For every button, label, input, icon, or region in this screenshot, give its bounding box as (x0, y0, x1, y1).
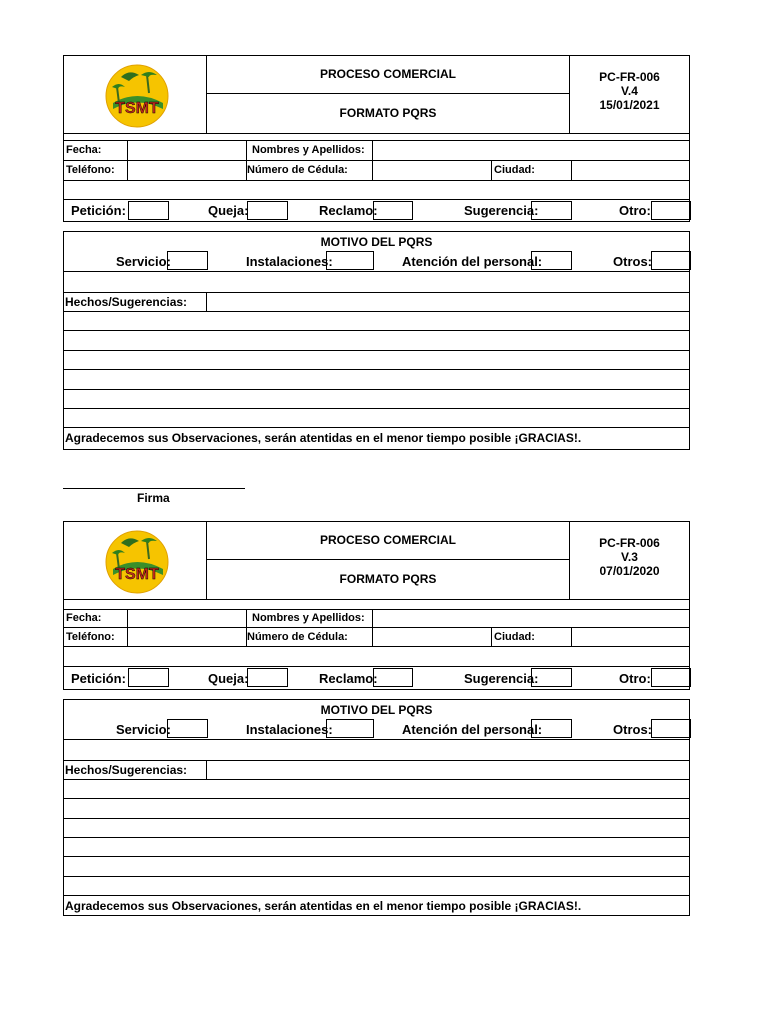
title-cell (207, 522, 570, 599)
svg-text:TSMT: TSMT (115, 566, 159, 583)
document-code-cell (570, 56, 689, 133)
document-date: 07/01/2020 (599, 564, 660, 578)
personal-data-section (63, 599, 690, 647)
telefono-label: Teléfono: (66, 631, 115, 643)
fecha-input[interactable] (128, 610, 245, 626)
document-version: V.3 (621, 550, 638, 564)
atencion-checkbox[interactable] (531, 251, 572, 270)
hechos-label: Hechos/Sugerencias: (65, 295, 188, 309)
queja-checkbox[interactable] (247, 668, 288, 687)
otros-checkbox[interactable] (651, 251, 691, 270)
pqrs-form-2 (63, 521, 690, 916)
otro-checkbox[interactable] (651, 668, 691, 687)
footer-note: Agradecemos sus Observaciones, serán atentidas en el menor tiempo posible ¡GRACIAS!. (65, 431, 582, 445)
telefono-label: Teléfono: (66, 164, 115, 176)
svg-text:TSMT: TSMT (115, 100, 159, 117)
request-type-section (63, 646, 690, 690)
sugerencia-label: Sugerencia: (464, 203, 539, 218)
peticion-label: Petición: (71, 203, 126, 218)
document-version: V.4 (621, 84, 638, 98)
servicio-checkbox[interactable] (167, 719, 208, 738)
reclamo-label: Reclamo: (319, 671, 378, 686)
request-type-section (63, 180, 690, 222)
nombres-input[interactable] (373, 141, 688, 159)
reclamo-checkbox[interactable] (373, 201, 413, 220)
title-process: PROCESO COMERCIAL (207, 522, 569, 560)
instalaciones-checkbox[interactable] (326, 251, 374, 270)
otro-label: Otro: (619, 671, 651, 686)
nombres-label: Nombres y Apellidos: (252, 612, 365, 624)
cedula-label: Número de Cédula: (247, 631, 348, 643)
instalaciones-label: Instalaciones: (246, 722, 333, 737)
cedula-label: Número de Cédula: (247, 164, 348, 176)
instalaciones-checkbox[interactable] (326, 719, 374, 738)
title-process: PROCESO COMERCIAL (207, 56, 569, 94)
instalaciones-label: Instalaciones: (246, 254, 333, 269)
hechos-textarea[interactable] (65, 312, 688, 427)
telefono-input[interactable] (128, 628, 245, 645)
servicio-label: Servicio: (116, 722, 171, 737)
hechos-textarea[interactable] (65, 780, 688, 895)
hechos-input[interactable] (207, 761, 689, 779)
otro-checkbox[interactable] (651, 201, 691, 220)
company-logo (103, 63, 171, 129)
peticion-checkbox[interactable] (128, 201, 169, 220)
ciudad-input[interactable] (572, 161, 688, 179)
title-format: FORMATO PQRS (339, 572, 437, 586)
document-code: PC-FR-006 (599, 536, 660, 550)
peticion-checkbox[interactable] (128, 668, 169, 687)
telefono-input[interactable] (128, 161, 245, 179)
hechos-section (63, 739, 690, 916)
title-format: FORMATO PQRS (339, 106, 437, 120)
queja-label: Queja: (208, 671, 249, 686)
cedula-input[interactable] (373, 161, 490, 179)
nombres-label: Nombres y Apellidos: (252, 144, 365, 156)
otros-label: Otros: (613, 722, 652, 737)
document-date: 15/01/2021 (599, 98, 660, 112)
motivo-title: MOTIVO DEL PQRS (320, 235, 433, 249)
logo-cell (64, 56, 207, 133)
atencion-label: Atención del personal: (402, 722, 543, 737)
otros-checkbox[interactable] (651, 719, 691, 738)
servicio-label: Servicio: (116, 254, 171, 269)
cedula-input[interactable] (373, 628, 490, 645)
logo-cell (64, 522, 207, 599)
personal-data-section (63, 133, 690, 181)
sugerencia-checkbox[interactable] (531, 668, 572, 687)
queja-label: Queja: (208, 203, 249, 218)
hechos-input[interactable] (207, 293, 689, 311)
title-cell (207, 56, 570, 133)
motivo-section (63, 699, 690, 740)
motivo-title: MOTIVO DEL PQRS (320, 703, 433, 717)
sugerencia-label: Sugerencia: (464, 671, 539, 686)
atencion-label: Atención del personal: (402, 254, 543, 269)
signature-line[interactable] (63, 488, 245, 489)
reclamo-label: Reclamo: (319, 203, 378, 218)
ciudad-label: Ciudad: (494, 631, 535, 643)
fecha-input[interactable] (128, 141, 245, 159)
document-code: PC-FR-006 (599, 70, 660, 84)
signature-label: Firma (137, 491, 170, 505)
hechos-section (63, 271, 690, 450)
ciudad-label: Ciudad: (494, 164, 535, 176)
fecha-label: Fecha: (66, 612, 102, 624)
queja-checkbox[interactable] (247, 201, 288, 220)
hechos-label: Hechos/Sugerencias: (65, 763, 188, 777)
document-code-cell (570, 522, 689, 599)
otro-label: Otro: (619, 203, 651, 218)
reclamo-checkbox[interactable] (373, 668, 413, 687)
otros-label: Otros: (613, 254, 652, 269)
ciudad-input[interactable] (572, 628, 688, 645)
servicio-checkbox[interactable] (167, 251, 208, 270)
atencion-checkbox[interactable] (531, 719, 572, 738)
form-header (63, 521, 690, 600)
pqrs-form-1 (63, 55, 690, 450)
footer-note: Agradecemos sus Observaciones, serán atentidas en el menor tiempo posible ¡GRACIAS!. (65, 899, 582, 913)
company-logo (103, 529, 171, 595)
motivo-section (63, 231, 690, 272)
fecha-label: Fecha: (66, 144, 102, 156)
nombres-input[interactable] (373, 610, 688, 626)
sugerencia-checkbox[interactable] (531, 201, 572, 220)
peticion-label: Petición: (71, 671, 126, 686)
form-header (63, 55, 690, 134)
